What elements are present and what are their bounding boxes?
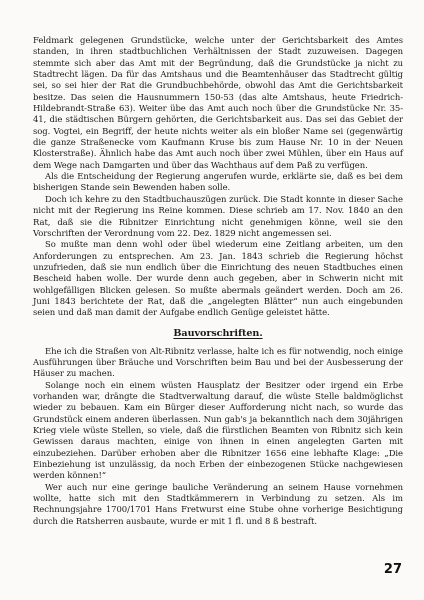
paragraph: Als die Entscheidung der Regierung angerufen wurde, erklärte sie, daß es bei dem bisherigen Stande sein Bewenden haben solle. — [33, 171, 403, 193]
paragraph: Feldmark gelegenen Grundstücke, welche unter der Gerichtsbarkeit des Amtes standen, in ihren stadtbuchlichen Verhältnissen der Stadt zuzuweisen. Dagegen stemmte sich aber das Amt mit der Begründung, daß die Grundstücke ja nicht zu Stadtrecht lägen. Da für das Amtshaus und die Beamtenhäuser das Stadtrecht gültig sei, so sei hier der Rat die Grundbuchbehörde, obwohl das Amt die Gerichtsbarkeit besitze. Das seien die Hausnummern 150-53 (das alte Amtshaus, heute Friedrich-Hildebrandt-Straße 63). Weiter übe das Amt auch noch über die Grundstücke Nr. 35-41, die städtischen Bürgern gehörten, die Gerichtsbarkeit aus. Das sei das Gebiet der sog. Vogtei, ein Begriff, der heute nichts weiter als ein bloßer Name sei (gegenwärtig die ganze Straßenecke vom Kaufmann Kruse bis zum Hause Nr. 10 in der Neuen Klosterstraße). Ähnlich habe das Amt auch noch über zwei Mühlen, über ein Haus auf dem Wege nach Damgarten und über das Wachthaus auf dem Paß zu verfügen. — [33, 35, 403, 170]
section-heading: Bauvorschriften. — [173, 327, 263, 339]
paragraph: So mußte man denn wohl oder übel wiederum eine Zeitlang arbeiten, um den Anforderungen zu entsprechen. Am 23. Jan. 1843 schrieb die Regierung höchst unzufrieden, daß sie nun endlich über die Einrichtung des neuen Stadtbuches einen Bescheid haben wolle. Der wurde denn auch gegeben, aber in Schwerin nicht mit wohlgefälligen Blicken gelesen. So mußte abermals geändert werden. Doch am 26. Juni 1843 berichtete der Rat, daß die „angelegten Blätter“ nun auch eingebunden seien und daß man damit der Aufgabe endlich Genüge geleistet hätte. — [33, 239, 403, 318]
page-number: 27 — [383, 562, 402, 577]
paragraph: Wer auch nur eine geringe bauliche Veränderung an seinem Hause vornehmen wollte, hatte sich mit den Stadtkämmerern in Verbindung zu setzen. Als im Rechnungsjahre 1700/1701 Hans Fretwurst eine Stube ohne vorherige Besichtigung durch die Ratsherren ausbaute, wurde er mit 1 fl. und 8 ß bestraft. — [33, 481, 403, 526]
paragraph: Doch ich kehre zu den Stadtbuchauszügen zurück. Die Stadt konnte in dieser Sache nicht mit der Regierung ins Reine kommen. Diese schrieb am 17. Nov. 1840 an den Rat, daß sie die Ribnitzer Einrichtung nicht genehmigen könne, weil sie den Vorschriften der Verordnung vom 22. Dez. 1829 nicht angemessen sei. — [33, 193, 403, 238]
body-text — [33, 35, 403, 527]
paragraph: Ehe ich die Straßen von Alt-Ribnitz verlasse, halte ich es für notwendig, noch einige Ausführungen über Bräuche und Vorschriften beim Bau und bei der Ausbesserung der Häuser zu machen. — [33, 345, 403, 379]
paragraph: Solange noch ein einem wüsten Hausplatz der Besitzer oder irgend ein Erbe vorhanden war, drängte die Stadtverwaltung darauf, die wüste Stelle baldmöglichst wieder zu bebauen. Kam ein Bürger dieser Aufforderung nicht nach, so wurde das Grundstück einem anderen überlassen. Nun gab's ja bekanntlich nach dem 30jährigen Krieg viele wüste Stellen, so viele, daß die fürstlichen Beamten von Ribnitz sich kein Gewissen daraus machten, einige von ihnen in einen angelegten Garten mit einzubeziehen. Darüber erhoben aber die Ribnitzer 1656 eine lebhafte Klage: „Die Einbeziehung ist unzulässig, da noch Erben der einbezogenen Stücke nachgewiesen werden können!“ — [33, 379, 403, 481]
